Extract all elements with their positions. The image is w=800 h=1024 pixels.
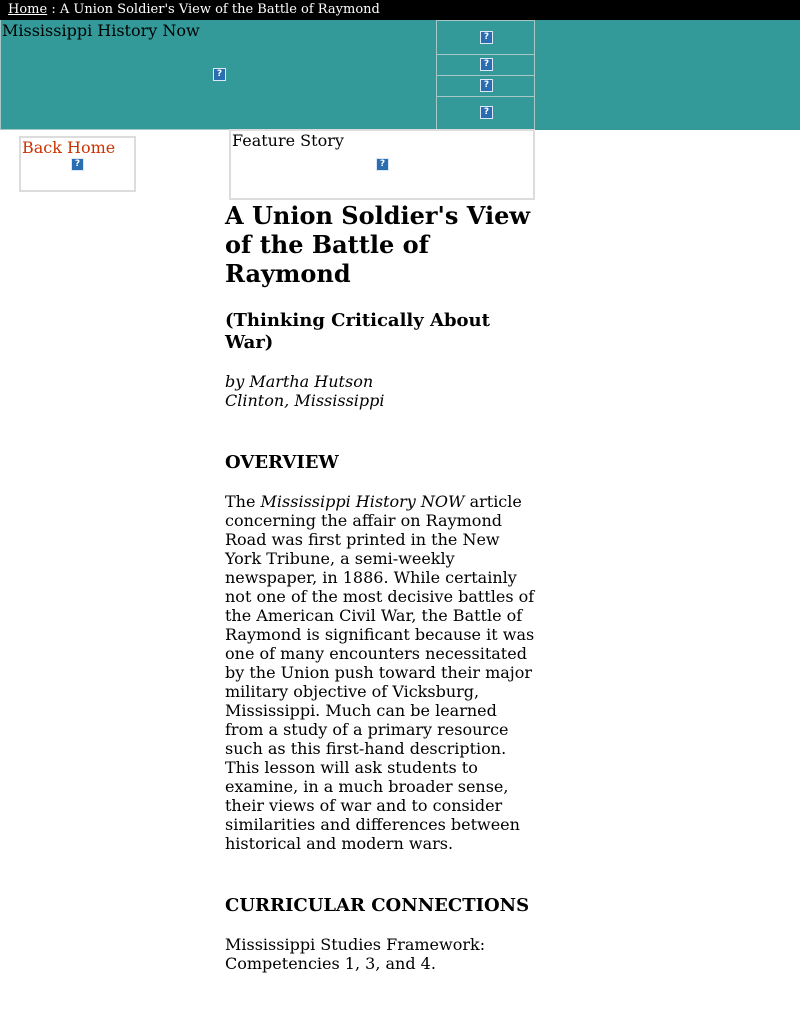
broken-image-icon: ? [71,158,84,171]
article-author: by Martha Hutson [225,372,374,391]
section-heading-overview: OVERVIEW [225,452,339,473]
section-body-overview [225,492,537,853]
site-title: Mississippi History Now [2,21,200,40]
back-home-link[interactable]: Back Home [22,138,116,157]
broken-image-icon: ? [376,158,389,171]
nav-item-1[interactable] [436,20,535,55]
article-title: A Union Soldier's View of the Battle of Raymond [225,201,531,288]
header-nav [436,20,535,130]
breadcrumb-current: A Union Soldier's View of the Battle of Raymond [59,2,380,17]
article [225,200,537,973]
overview-text-prefix: The [225,492,261,511]
nav-item-3[interactable] [436,75,535,97]
breadcrumb-separator: : [47,2,60,17]
feature-story-box [229,129,535,200]
broken-image-icon: ? [213,68,226,81]
header-banner [0,20,437,130]
overview-text-italic: Mississippi History NOW [260,492,465,511]
article-byline [225,372,537,410]
broken-image-icon: ? [480,31,493,44]
section-body-curricular: Mississippi Studies Framework: Competencies 1, 3, and 4. [225,935,486,973]
nav-item-4[interactable] [436,96,535,130]
breadcrumb-home-link[interactable]: Home [8,2,48,17]
article-subtitle: (Thinking Critically About War) [225,310,490,353]
feature-story-label: Feature Story [232,131,344,150]
nav-item-2[interactable] [436,54,535,76]
article-location: Clinton, Mississippi [225,391,385,410]
breadcrumb [0,0,800,20]
broken-image-icon: ? [480,106,493,119]
section-heading-curricular: CURRICULAR CONNECTIONS [225,895,530,916]
back-home-box [19,136,136,192]
broken-image-icon: ? [480,58,493,71]
broken-image-icon: ? [480,79,493,92]
overview-text-rest: article concerning the affair on Raymond Road was first printed in the New York Tribune, a semi-weekly newspaper, in 1886. While certainly not one of the most decisive battles of the American Civil War, the Battle of Raymond is significant because it was one of many encounters necessitated by the Union push toward their major military objective of Vicksburg, Mississippi. Much can be learned from a study of a primary resource such as this first-hand description. This lesson will ask students to examine, in a much broader sense, their views of war and to consider similarities and differences between historical and modern wars. [225,492,535,853]
